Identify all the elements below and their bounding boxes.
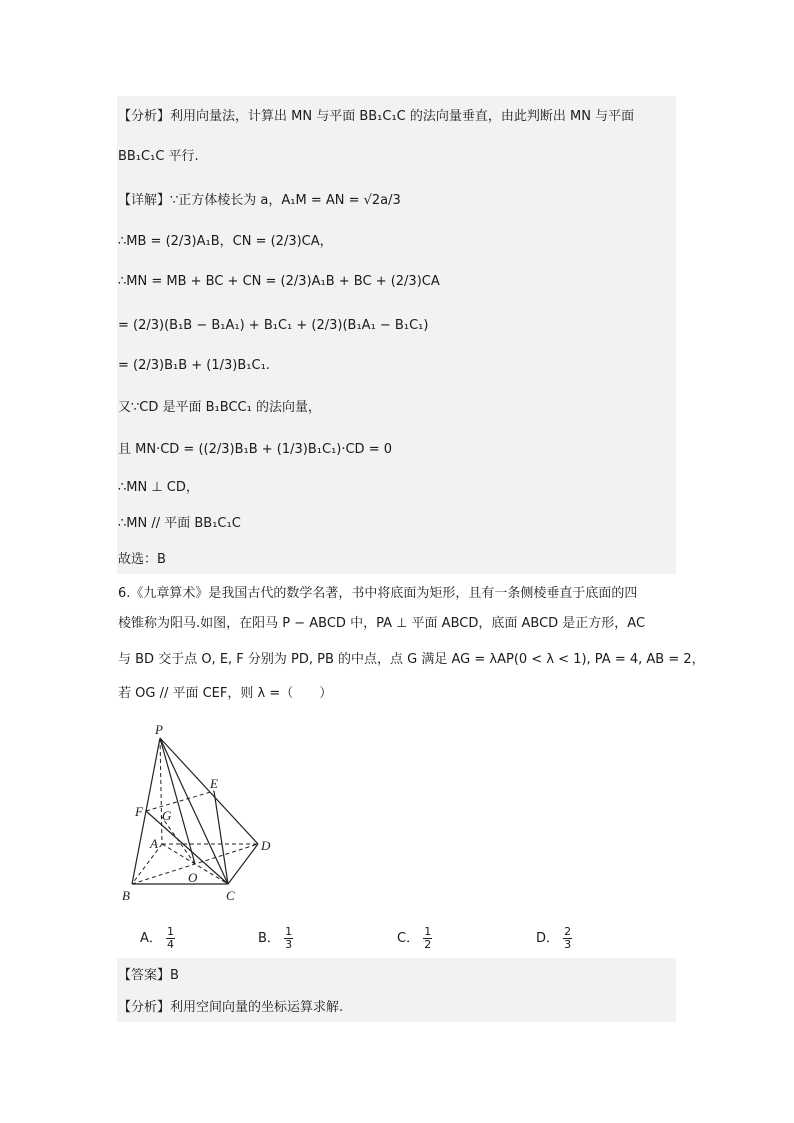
label-P: P <box>155 722 163 737</box>
detail-line-9: ∴MN // 平面 BB₁C₁C <box>118 516 241 531</box>
detail-line-10: 故选：B <box>118 552 166 567</box>
question-line-2: 棱锥称为阳马.如图，在阳马 P − ABCD 中，PA ⊥ 平面 ABCD，底面 ABCD 是正方形，AC <box>118 616 646 631</box>
detail-line-2: ∴MB = (2/3)A₁B，CN = (2/3)CA， <box>118 234 333 249</box>
answer-line: 【答案】B <box>118 968 179 983</box>
option-b-den: 3 <box>285 938 293 951</box>
detail-line-3: ∴MN = MB + BC + CN = (2/3)A₁B + BC + (2/3)CA <box>118 274 440 289</box>
analysis-line-2: BB₁C₁C 平行. <box>118 149 199 164</box>
analysis-line-1: 【分析】利用向量法，计算出 MN 与平面 BB₁C₁C 的法向量垂直，由此判断出 MN 与平面 <box>118 109 635 124</box>
analysis2-line: 【分析】利用空间向量的坐标运算求解. <box>118 1000 344 1015</box>
option-d-letter: D． <box>536 931 560 946</box>
detail-line-8: ∴MN ⊥ CD， <box>118 480 199 495</box>
detail-line-6: 又∵CD 是平面 B₁BCC₁ 的法向量， <box>118 400 321 415</box>
option-b-fraction <box>284 926 293 951</box>
option-d-num: 2 <box>564 925 572 938</box>
label-F: F <box>135 804 143 819</box>
label-E: E <box>210 776 218 791</box>
question-line-1: 6.《九章算术》是我国古代的数学名著，书中将底面为矩形，且有一条侧棱垂直于底面的四 <box>118 586 638 601</box>
option-a[interactable] <box>140 926 175 951</box>
question-line-3: 与 BD 交于点 O, E, F 分别为 PD, PB 的中点，点 G 满足 AG = λAP(0 < λ < 1), PA = 4, AB = 2， <box>118 652 705 667</box>
option-b[interactable] <box>258 926 293 951</box>
label-G: G <box>162 808 172 823</box>
option-c-den: 2 <box>424 938 432 951</box>
detail-line-1: 【详解】∵正方体棱长为 a，A₁M = AN = √2a/3 <box>118 193 401 208</box>
label-D: D <box>261 838 271 853</box>
option-a-fraction <box>166 926 175 951</box>
option-c[interactable] <box>397 926 432 951</box>
edge-FC <box>146 811 228 884</box>
label-C: C <box>226 888 235 903</box>
option-d-den: 3 <box>564 938 572 951</box>
detail-line-5: = (2/3)B₁B + (1/3)B₁C₁. <box>118 358 270 373</box>
option-c-num: 1 <box>424 925 432 938</box>
label-B: B <box>122 888 130 903</box>
edge-OG <box>161 816 195 864</box>
question-line-4: 若 OG // 平面 CEF，则 λ =（ ） <box>118 686 333 701</box>
option-b-letter: B． <box>258 931 280 946</box>
detail-line-4: = (2/3)(B₁B − B₁A₁) + B₁C₁ + (2/3)(B₁A₁ − B₁C₁) <box>118 318 429 333</box>
label-O: O <box>188 870 198 885</box>
label-A: A <box>150 836 158 851</box>
edge-CD <box>228 844 258 884</box>
option-c-fraction <box>423 926 432 951</box>
option-c-letter: C． <box>397 931 420 946</box>
option-b-num: 1 <box>285 925 293 938</box>
detail-line-7: 且 MN·CD = ((2/3)B₁B + (1/3)B₁C₁)·CD = 0 <box>118 442 392 457</box>
option-a-num: 1 <box>167 925 175 938</box>
option-a-letter: A． <box>140 931 162 946</box>
edge-PA <box>160 738 162 844</box>
option-a-den: 4 <box>167 938 175 951</box>
pyramid-figure <box>118 720 288 910</box>
option-d-fraction <box>563 926 572 951</box>
option-d[interactable] <box>536 926 572 951</box>
